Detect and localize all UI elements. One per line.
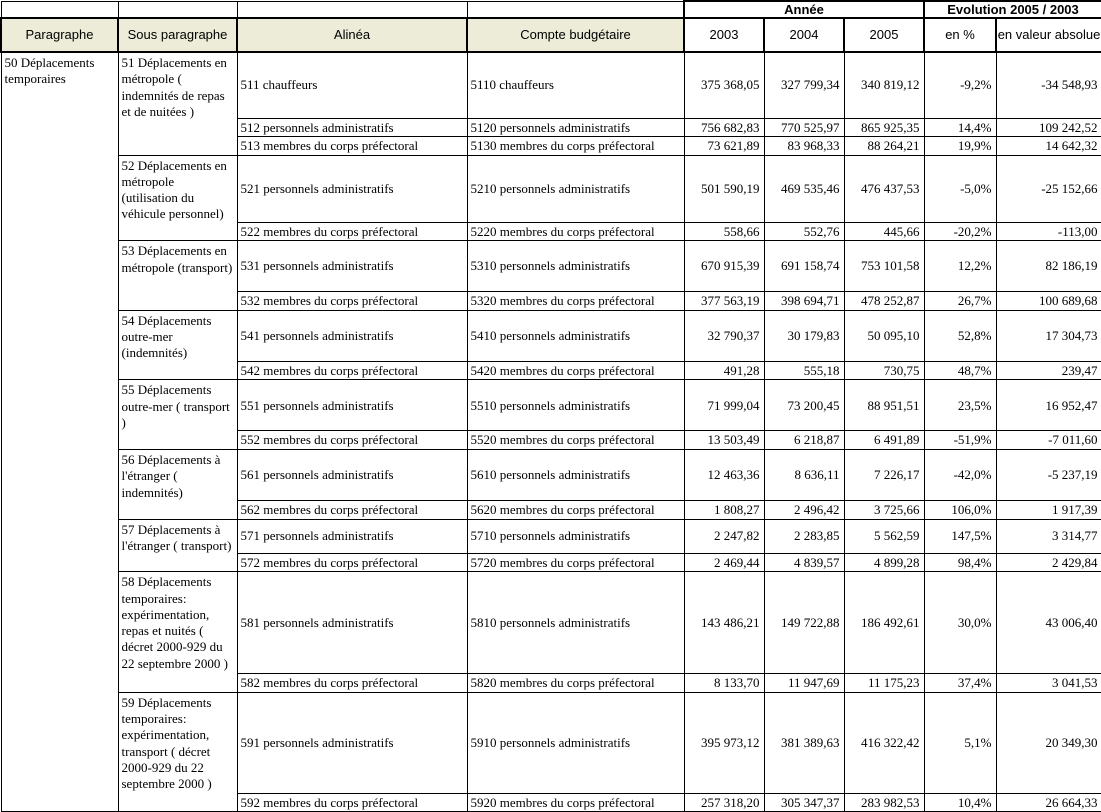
value-2003-cell: 501 590,19 xyxy=(684,155,764,222)
value-2003-cell: 2 247,82 xyxy=(684,519,764,553)
alinea-cell: 512 personnels administratifs xyxy=(237,118,467,137)
evolution-pct-cell: -5,0% xyxy=(924,155,996,222)
evolution-abs-cell: -113,00 xyxy=(996,222,1101,241)
value-2004-cell: 6 218,87 xyxy=(764,431,844,450)
value-2004-cell: 73 200,45 xyxy=(764,380,844,431)
evolution-abs-cell: 14 642,32 xyxy=(996,137,1101,156)
value-2004-cell: 555,18 xyxy=(764,361,844,380)
alinea-cell: 511 chauffeurs xyxy=(237,52,467,118)
spacer-cell xyxy=(118,1,237,18)
evolution-pct-cell: -9,2% xyxy=(924,52,996,118)
alinea-cell: 521 personnels administratifs xyxy=(237,155,467,222)
value-2004-cell: 2 283,85 xyxy=(764,519,844,553)
value-2005-cell: 753 101,58 xyxy=(844,241,924,292)
compte-budgetaire-cell: 5720 membres du corps préfectoral xyxy=(467,553,684,572)
evolution-pct-cell: 19,9% xyxy=(924,137,996,156)
compte-budgetaire-cell: 5320 membres du corps préfectoral xyxy=(467,292,684,311)
evolution-pct-cell: 26,7% xyxy=(924,292,996,311)
evolution-pct-cell: 30,0% xyxy=(924,572,996,674)
compte-budgetaire-cell: 5130 membres du corps préfectoral xyxy=(467,137,684,156)
value-2004-cell: 691 158,74 xyxy=(764,241,844,292)
alinea-cell: 561 personnels administratifs xyxy=(237,450,467,501)
value-2005-cell: 865 925,35 xyxy=(844,118,924,137)
spacer-cell xyxy=(1,1,118,18)
header-evolution: Evolution 2005 / 2003 xyxy=(924,1,1101,18)
header-row-top xyxy=(1,1,1101,18)
evolution-pct-cell: 98,4% xyxy=(924,553,996,572)
evolution-pct-cell: 12,2% xyxy=(924,241,996,292)
value-2004-cell: 2 496,42 xyxy=(764,501,844,520)
value-2005-cell: 186 492,61 xyxy=(844,572,924,674)
sous-paragraphe-cell: 58 Déplacements temporaires: expérimentation, repas et nuités ( décret 2000-929 du 22 septembre 2000 ) xyxy=(118,572,237,693)
value-2004-cell: 30 179,83 xyxy=(764,310,844,361)
evolution-pct-cell: 48,7% xyxy=(924,361,996,380)
compte-budgetaire-cell: 5410 personnels administratifs xyxy=(467,310,684,361)
value-2005-cell: 88 951,51 xyxy=(844,380,924,431)
evolution-pct-cell: 52,8% xyxy=(924,310,996,361)
compte-budgetaire-cell: 5910 personnels administratifs xyxy=(467,692,684,793)
alinea-cell: 522 membres du corps préfectoral xyxy=(237,222,467,241)
value-2003-cell: 71 999,04 xyxy=(684,380,764,431)
sous-paragraphe-cell: 52 Déplacements en métropole (utilisation du véhicule personnel) xyxy=(118,155,237,241)
value-2005-cell: 11 175,23 xyxy=(844,674,924,693)
value-2005-cell: 283 982,53 xyxy=(844,793,924,812)
evolution-abs-cell: 3 041,53 xyxy=(996,674,1101,693)
sous-paragraphe-cell: 57 Déplacements à l'étranger ( transport) xyxy=(118,519,237,572)
evolution-pct-cell: 147,5% xyxy=(924,519,996,553)
alinea-cell: 542 membres du corps préfectoral xyxy=(237,361,467,380)
data-row xyxy=(1,241,1101,292)
alinea-cell: 591 personnels administratifs xyxy=(237,692,467,793)
value-2004-cell: 4 839,57 xyxy=(764,553,844,572)
evolution-abs-cell: 17 304,73 xyxy=(996,310,1101,361)
evolution-abs-cell: 1 917,39 xyxy=(996,501,1101,520)
data-row xyxy=(1,519,1101,553)
evolution-pct-cell: -51,9% xyxy=(924,431,996,450)
sous-paragraphe-cell: 51 Déplacements en métropole ( indemnités de repas et de nuitées ) xyxy=(118,52,237,155)
value-2003-cell: 73 621,89 xyxy=(684,137,764,156)
value-2003-cell: 12 463,36 xyxy=(684,450,764,501)
evolution-abs-cell: 100 689,68 xyxy=(996,292,1101,311)
value-2003-cell: 491,28 xyxy=(684,361,764,380)
compte-budgetaire-cell: 5620 membres du corps préfectoral xyxy=(467,501,684,520)
sous-paragraphe-cell: 55 Déplacements outre-mer ( transport ) xyxy=(118,380,237,450)
compte-budgetaire-cell: 5920 membres du corps préfectoral xyxy=(467,793,684,812)
value-2005-cell: 340 819,12 xyxy=(844,52,924,118)
value-2004-cell: 381 389,63 xyxy=(764,692,844,793)
header-2003: 2003 xyxy=(684,18,764,52)
data-row xyxy=(1,155,1101,222)
paragraphe-cell: 50 Déplacements temporaires xyxy=(1,52,118,812)
header-2004: 2004 xyxy=(764,18,844,52)
value-2005-cell: 445,66 xyxy=(844,222,924,241)
compte-budgetaire-cell: 5120 personnels administratifs xyxy=(467,118,684,137)
evolution-abs-cell: -7 011,60 xyxy=(996,431,1101,450)
value-2004-cell: 770 525,97 xyxy=(764,118,844,137)
value-2004-cell: 398 694,71 xyxy=(764,292,844,311)
value-2004-cell: 83 968,33 xyxy=(764,137,844,156)
evolution-abs-cell: 26 664,33 xyxy=(996,793,1101,812)
evolution-pct-cell: -20,2% xyxy=(924,222,996,241)
alinea-cell: 572 membres du corps préfectoral xyxy=(237,553,467,572)
alinea-cell: 531 personnels administratifs xyxy=(237,241,467,292)
data-row xyxy=(1,692,1101,793)
value-2003-cell: 13 503,49 xyxy=(684,431,764,450)
header-alinea: Alinéa xyxy=(237,18,467,52)
sous-paragraphe-cell: 54 Déplacements outre-mer (indemnités) xyxy=(118,310,237,380)
value-2003-cell: 143 486,21 xyxy=(684,572,764,674)
header-paragraphe: Paragraphe xyxy=(1,18,118,52)
header-row xyxy=(1,18,1101,52)
value-2005-cell: 476 437,53 xyxy=(844,155,924,222)
header-en-pct: en % xyxy=(924,18,996,52)
value-2003-cell: 756 682,83 xyxy=(684,118,764,137)
evolution-pct-cell: 23,5% xyxy=(924,380,996,431)
value-2003-cell: 1 808,27 xyxy=(684,501,764,520)
alinea-cell: 592 membres du corps préfectoral xyxy=(237,793,467,812)
evolution-abs-cell: 239,47 xyxy=(996,361,1101,380)
compte-budgetaire-cell: 5820 membres du corps préfectoral xyxy=(467,674,684,693)
sous-paragraphe-cell: 56 Déplacements à l'étranger ( indemnités) xyxy=(118,450,237,520)
value-2004-cell: 327 799,34 xyxy=(764,52,844,118)
compte-budgetaire-cell: 5520 membres du corps préfectoral xyxy=(467,431,684,450)
evolution-abs-cell: -25 152,66 xyxy=(996,155,1101,222)
value-2005-cell: 7 226,17 xyxy=(844,450,924,501)
value-2003-cell: 395 973,12 xyxy=(684,692,764,793)
evolution-pct-cell: -42,0% xyxy=(924,450,996,501)
sous-paragraphe-cell: 59 Déplacements temporaires: expérimentation, transport ( décret 2000-929 du 22 septembre 2000 ) xyxy=(118,692,237,812)
value-2004-cell: 552,76 xyxy=(764,222,844,241)
header-annee: Année xyxy=(684,1,924,18)
header-en-valeur-absolue: en valeur absolue xyxy=(996,18,1101,52)
alinea-cell: 571 personnels administratifs xyxy=(237,519,467,553)
value-2003-cell: 8 133,70 xyxy=(684,674,764,693)
compte-budgetaire-cell: 5210 personnels administratifs xyxy=(467,155,684,222)
compte-budgetaire-cell: 5420 membres du corps préfectoral xyxy=(467,361,684,380)
data-row xyxy=(1,310,1101,361)
compte-budgetaire-cell: 5310 personnels administratifs xyxy=(467,241,684,292)
value-2005-cell: 88 264,21 xyxy=(844,137,924,156)
evolution-abs-cell: 16 952,47 xyxy=(996,380,1101,431)
evolution-abs-cell: 2 429,84 xyxy=(996,553,1101,572)
value-2003-cell: 558,66 xyxy=(684,222,764,241)
alinea-cell: 581 personnels administratifs xyxy=(237,572,467,674)
sous-paragraphe-cell: 53 Déplacements en métropole (transport) xyxy=(118,241,237,311)
alinea-cell: 551 personnels administratifs xyxy=(237,380,467,431)
value-2005-cell: 3 725,66 xyxy=(844,501,924,520)
evolution-pct-cell: 37,4% xyxy=(924,674,996,693)
evolution-abs-cell: 43 006,40 xyxy=(996,572,1101,674)
data-row xyxy=(1,450,1101,501)
evolution-abs-cell: 82 186,19 xyxy=(996,241,1101,292)
evolution-pct-cell: 10,4% xyxy=(924,793,996,812)
data-row xyxy=(1,52,1101,118)
compte-budgetaire-cell: 5710 personnels administratifs xyxy=(467,519,684,553)
alinea-cell: 532 membres du corps préfectoral xyxy=(237,292,467,311)
value-2003-cell: 257 318,20 xyxy=(684,793,764,812)
value-2003-cell: 670 915,39 xyxy=(684,241,764,292)
evolution-abs-cell: 3 314,77 xyxy=(996,519,1101,553)
evolution-abs-cell: -34 548,93 xyxy=(996,52,1101,118)
value-2005-cell: 5 562,59 xyxy=(844,519,924,553)
alinea-cell: 541 personnels administratifs xyxy=(237,310,467,361)
evolution-pct-cell: 106,0% xyxy=(924,501,996,520)
value-2005-cell: 478 252,87 xyxy=(844,292,924,311)
evolution-abs-cell: -5 237,19 xyxy=(996,450,1101,501)
header-sous-paragraphe: Sous paragraphe xyxy=(118,18,237,52)
value-2004-cell: 305 347,37 xyxy=(764,793,844,812)
alinea-cell: 562 membres du corps préfectoral xyxy=(237,501,467,520)
compte-budgetaire-cell: 5510 personnels administratifs xyxy=(467,380,684,431)
data-row xyxy=(1,572,1101,674)
evolution-pct-cell: 5,1% xyxy=(924,692,996,793)
evolution-abs-cell: 109 242,52 xyxy=(996,118,1101,137)
spacer-cell xyxy=(237,1,467,18)
value-2005-cell: 6 491,89 xyxy=(844,431,924,450)
table-body xyxy=(1,52,1101,812)
value-2005-cell: 4 899,28 xyxy=(844,553,924,572)
value-2005-cell: 416 322,42 xyxy=(844,692,924,793)
header-compte-budgetaire: Compte budgétaire xyxy=(467,18,684,52)
compte-budgetaire-cell: 5810 personnels administratifs xyxy=(467,572,684,674)
evolution-abs-cell: 20 349,30 xyxy=(996,692,1101,793)
compte-budgetaire-cell: 5610 personnels administratifs xyxy=(467,450,684,501)
header-2005: 2005 xyxy=(844,18,924,52)
alinea-cell: 582 membres du corps préfectoral xyxy=(237,674,467,693)
value-2004-cell: 11 947,69 xyxy=(764,674,844,693)
value-2004-cell: 469 535,46 xyxy=(764,155,844,222)
compte-budgetaire-cell: 5220 membres du corps préfectoral xyxy=(467,222,684,241)
value-2003-cell: 32 790,37 xyxy=(684,310,764,361)
value-2004-cell: 8 636,11 xyxy=(764,450,844,501)
data-row xyxy=(1,380,1101,431)
value-2003-cell: 375 368,05 xyxy=(684,52,764,118)
spacer-cell xyxy=(467,1,684,18)
alinea-cell: 513 membres du corps préfectoral xyxy=(237,137,467,156)
evolution-pct-cell: 14,4% xyxy=(924,118,996,137)
value-2004-cell: 149 722,88 xyxy=(764,572,844,674)
value-2003-cell: 377 563,19 xyxy=(684,292,764,311)
compte-budgetaire-cell: 5110 chauffeurs xyxy=(467,52,684,118)
value-2003-cell: 2 469,44 xyxy=(684,553,764,572)
value-2005-cell: 50 095,10 xyxy=(844,310,924,361)
alinea-cell: 552 membres du corps préfectoral xyxy=(237,431,467,450)
value-2005-cell: 730,75 xyxy=(844,361,924,380)
